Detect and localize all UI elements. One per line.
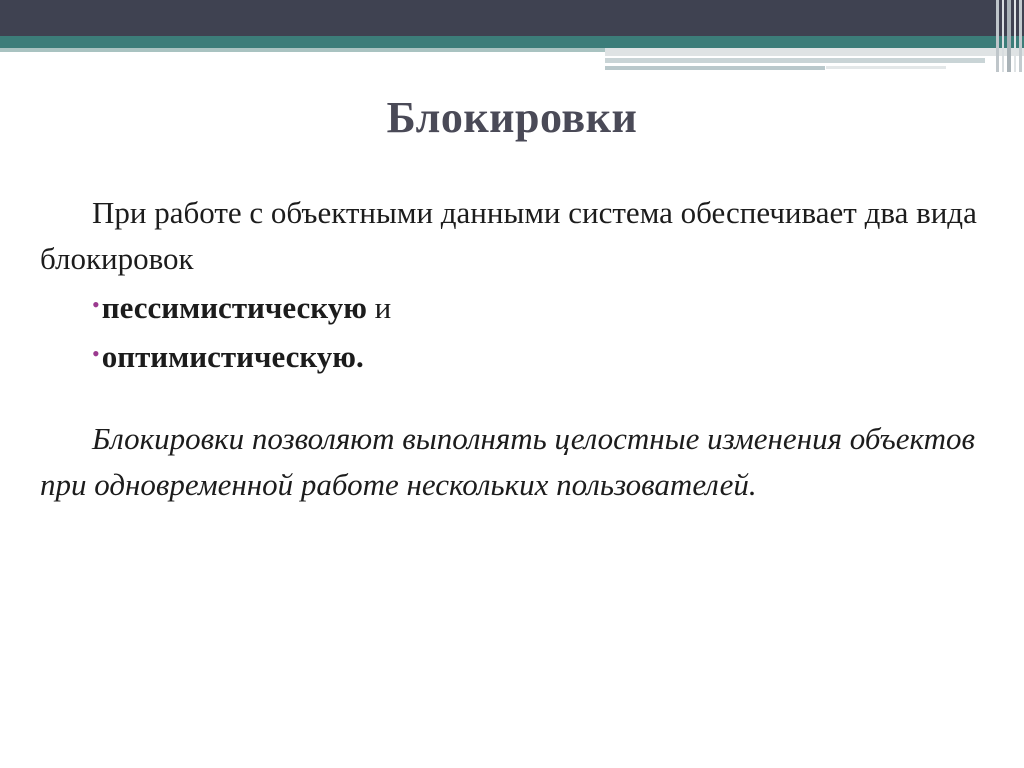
slide-body	[40, 190, 990, 508]
closing-paragraph: Блокировки позволяют выполнять целостные изменения объектов при одновременной работе нескольких пользователей.	[40, 421, 975, 502]
bullet-icon: •	[92, 292, 100, 317]
list-item	[92, 331, 990, 380]
intro-paragraph: При работе с объектными данными система обеспечивает два вида блокировок	[40, 195, 977, 276]
header-accent-line-left	[0, 48, 605, 52]
bullet-term: оптимистическую.	[101, 339, 364, 374]
slide-title: Блокировки	[386, 93, 638, 142]
header-accent-line-right-3	[826, 66, 946, 69]
header-accent-line-right-2	[605, 66, 825, 70]
bullet-icon: •	[92, 341, 100, 366]
header-accent-block-right	[605, 48, 1024, 56]
header-dark-band	[0, 0, 1024, 36]
bullet-list	[40, 282, 990, 380]
header-teal-band	[0, 36, 1024, 48]
header-accent-line-right-1	[605, 58, 985, 63]
bullet-term: пессимистическую	[101, 290, 367, 325]
list-item	[92, 282, 990, 331]
header-right-stripes	[994, 0, 1024, 72]
bullet-suffix: и	[366, 290, 392, 325]
